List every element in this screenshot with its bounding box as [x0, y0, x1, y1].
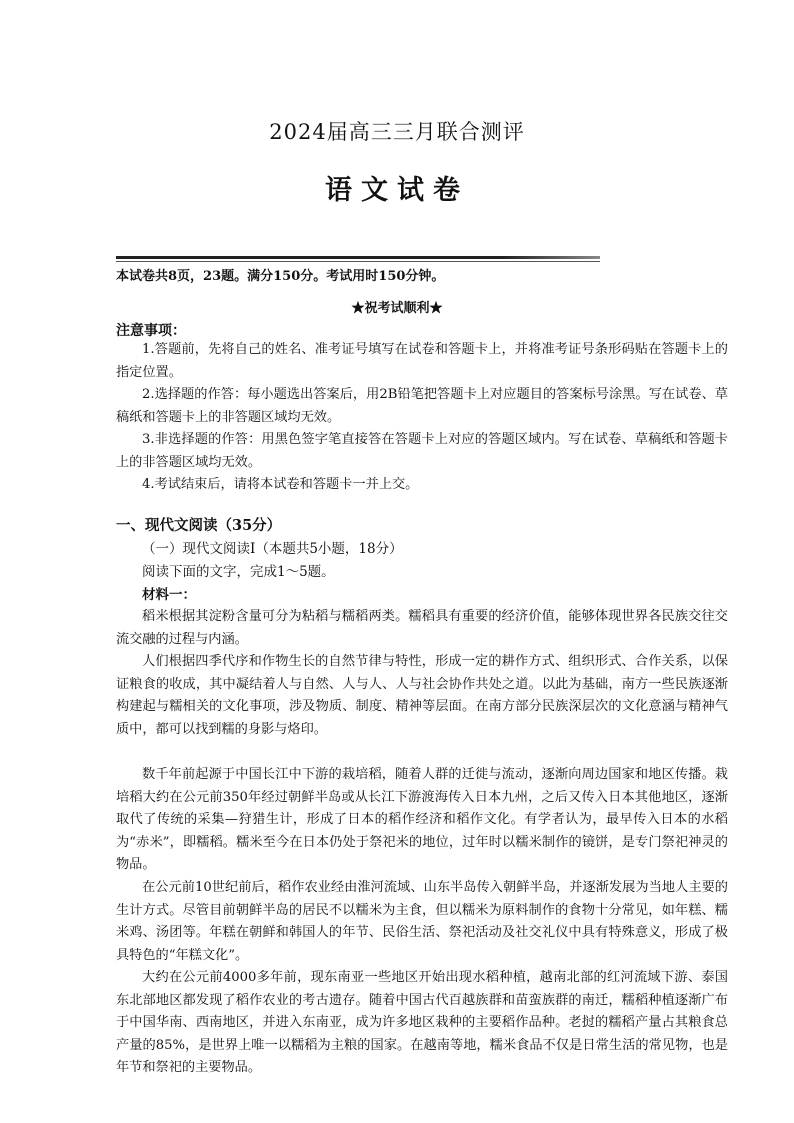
- body-paragraph: 人们根据四季代序和作物生长的自然节律与特性，形成一定的耕作方式、组织形式、合作关系，以保证粮食的收成，其中凝结着人与自然、人与人、人与社会协作共处之道。以此为基础，南方一些民族逐渐构建起与糯相关的文化事项，涉及物质、制度、精神等层面。在南方部分民族深层次的文化意涵与精神气质中，都可以找到糯的身影与烙印。: [116, 654, 728, 737]
- header-rule-thin: [116, 261, 600, 262]
- subsection-heading: （一）现代文阅读Ⅰ（本题共5小题，18分）: [142, 541, 403, 557]
- notice-item: 4.考试结束后，请将本试卷和答题卡一并上交。: [142, 477, 419, 492]
- material-label: 材料一：: [142, 587, 196, 603]
- body-paragraph: 数千年前起源于中国长江中下游的栽培稻，随着人群的迁徙与流动，逐渐向周边国家和地区传播。栽培稻大约在公元前350年经过朝鲜半岛或从长江下游渡海传入日本九州，之后又传入日本其他地区，逐渐取代了传统的采集—狩猎生计，形成了日本的稻作经济和稻作文化。有学者认为，最早传入日本的水稻为“赤米”，即糯稻。糯米至今在日本仍处于祭祀米的地位，过年时以糯米制作的镜饼，是专门祭祀神灵的物品。: [116, 767, 728, 873]
- body-paragraph: 在公元前10世纪前后，稻作农业经由淮河流域、山东半岛传入朝鲜半岛，并逐渐发展为当地人主要的生计方式。尽管目前朝鲜半岛的居民不以糯米为主食，但以糯米为原料制作的食物十分常见，如年糕、糯米鸡、汤团等。年糕在朝鲜和韩国人的年节、民俗生活、祭祀活动及社交礼仪中具有特殊意义，形成了极具特色的“年糕文化”。: [116, 880, 728, 963]
- notice-item: 3.非选择题的作答：用黑色签字笔直接答在答题卡上对应的答题区域内。写在试卷、草稿纸和答题卡上的非答题区域均无效。: [116, 432, 728, 470]
- exam-info: 本试卷共8页，23题。满分150分。考试用时150分钟。: [116, 269, 445, 284]
- section-heading: 一、现代文阅读（35分）: [116, 517, 282, 534]
- good-luck-banner: ★祝考试顺利★: [351, 301, 443, 316]
- reading-instruction: 阅读下面的文字，完成1～5题。: [142, 564, 335, 580]
- notice-title: 注意事项：: [116, 323, 186, 339]
- body-paragraph: 稻米根据其淀粉含量可分为粘稻与糯稻两类。糯稻具有重要的经济价值，能够体现世界各民族交往交流交融的过程与内涵。: [116, 609, 728, 647]
- body-paragraph: 大约在公元前4000多年前，现东南亚一些地区开始出现水稻种植，越南北部的红河流域下游、泰国东北部地区都发现了稻作农业的考古遗存。随着中国古代百越族群和苗蛮族群的南迁，糯稻种植逐渐广布于中国华南、西南地区，并进入东南亚，成为许多地区栽种的主要稻作品种。老挝的糯稻产量占其粮食总产量的85%，是世界上唯一以糯稻为主粮的国家。在越南等地，糯米食品不仅是日常生活的常见物，也是年节和祭祀的主要物品。: [116, 970, 728, 1076]
- exam-title: 2024届高三三月联合测评: [269, 120, 525, 144]
- header-rule: [116, 256, 600, 259]
- exam-subtitle: 语文试卷: [325, 175, 469, 206]
- notice-item: 1.答题前，先将自己的姓名、准考证号填写在试卷和答题卡上，并将准考证号条形码贴在答题卡上的指定位置。: [116, 342, 728, 380]
- notice-item: 2.选择题的作答：每小题选出答案后，用2B铅笔把答题卡上对应题目的答案标号涂黑。写在试卷、草稿纸和答题卡上的非答题区域均无效。: [116, 387, 728, 425]
